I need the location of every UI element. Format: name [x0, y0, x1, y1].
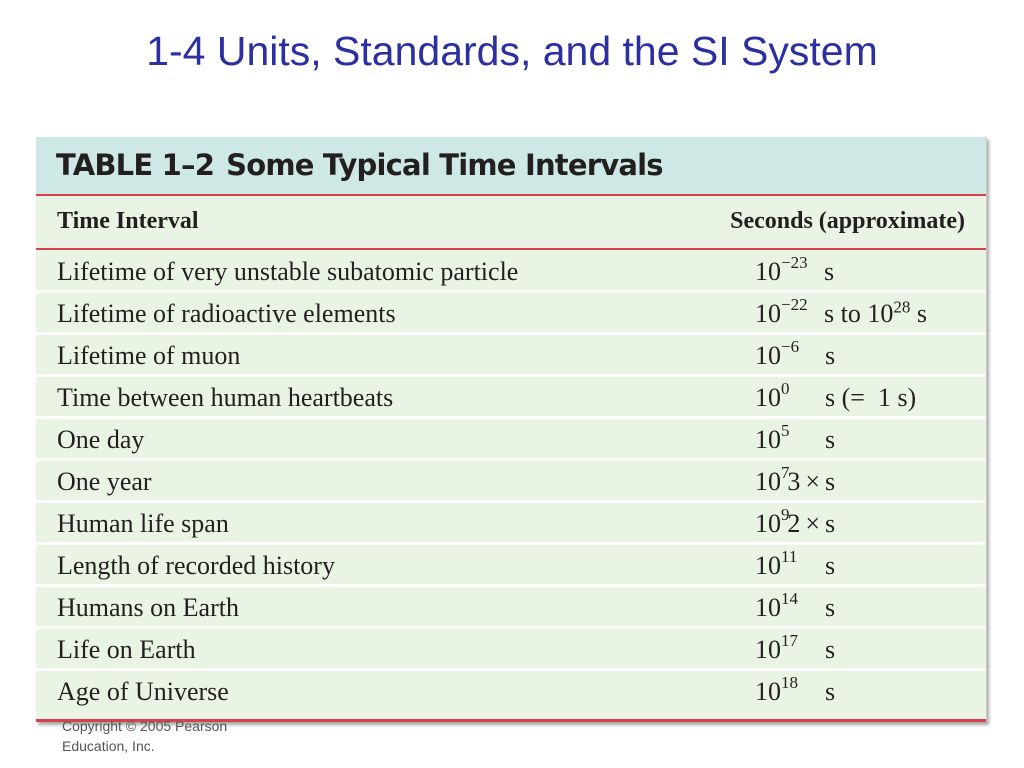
- unit-text: s: [825, 593, 836, 622]
- power-base: 10: [755, 551, 781, 580]
- power-of-ten-cell: [755, 549, 797, 583]
- power-exponent: 5: [781, 421, 790, 441]
- time-interval-cell: Lifetime of radioactive elements: [57, 299, 396, 328]
- unit-cell: [825, 633, 835, 667]
- unit-cell: [825, 339, 835, 373]
- power-of-ten-cell: [755, 255, 808, 289]
- table-caption: [56, 145, 663, 185]
- power-exponent: 17: [781, 631, 798, 651]
- time-interval-cell: Humans on Earth: [57, 593, 239, 622]
- table-row: [36, 377, 986, 419]
- power-exponent: 7: [781, 463, 790, 483]
- time-interval-cell: Length of recorded history: [57, 551, 335, 580]
- unit-text: s to 10: [824, 299, 894, 328]
- power-of-ten-cell: [755, 381, 790, 415]
- power-of-ten-cell: [755, 423, 790, 457]
- power-exponent: 9: [781, 505, 790, 525]
- power-exponent: 0: [781, 379, 790, 399]
- table-row: [36, 629, 986, 671]
- time-interval-cell: Lifetime of muon: [57, 341, 241, 370]
- power-base: 10: [755, 425, 781, 454]
- unit-tail: s: [910, 299, 927, 328]
- power-base: 10: [755, 341, 781, 370]
- header-divider: [36, 248, 986, 250]
- times-symbol: ×: [805, 509, 820, 538]
- time-intervals-table: [36, 137, 987, 722]
- table-caption-band: [36, 137, 986, 194]
- unit-text: s: [825, 425, 836, 454]
- power-of-ten-cell: [755, 507, 790, 541]
- copyright-notice: [62, 716, 302, 756]
- unit-text: s: [824, 257, 835, 286]
- time-interval-cell: Human life span: [57, 509, 229, 538]
- power-base: 10: [755, 383, 781, 412]
- table-row: [36, 335, 986, 377]
- table-row: [36, 419, 986, 461]
- caption-divider: [36, 194, 986, 196]
- time-interval-cell: One day: [57, 425, 145, 454]
- unit-text: s: [825, 551, 836, 580]
- power-of-ten-cell: [755, 465, 790, 499]
- time-interval-cell: Age of Universe: [57, 677, 229, 706]
- table-row: [36, 671, 986, 713]
- table-row: [36, 293, 986, 335]
- unit-text: s: [825, 635, 836, 664]
- unit-cell: [825, 381, 916, 415]
- column-header-interval: Time Interval: [57, 208, 199, 234]
- copyright-line-1: Copyright © 2005 Pearson: [62, 718, 228, 734]
- table-row: [36, 545, 986, 587]
- unit-cell: [825, 591, 835, 625]
- unit-text: s: [825, 677, 836, 706]
- time-interval-cell: Time between human heartbeats: [57, 383, 394, 412]
- power-base: 10: [755, 467, 781, 496]
- unit-text: s (= 1 s): [825, 383, 917, 412]
- coefficient-value: 3: [787, 467, 801, 496]
- power-of-ten-cell: [755, 591, 798, 625]
- power-of-ten-cell: [755, 675, 798, 709]
- unit-cell: [824, 255, 834, 289]
- copyright-line-2: Education, Inc.: [62, 738, 155, 754]
- table-row: [36, 503, 986, 545]
- table-row: [36, 461, 986, 503]
- time-interval-cell: Life on Earth: [57, 635, 196, 664]
- power-exponent: 18: [781, 673, 798, 693]
- coefficient-cell: [787, 465, 825, 499]
- power-exponent: −6: [781, 337, 800, 357]
- unit-cell: [825, 465, 835, 499]
- unit-exponent: 28: [893, 297, 911, 317]
- time-interval-cell: One year: [57, 467, 152, 496]
- unit-text: s: [825, 467, 836, 496]
- slide-title: 1-4 Units, Standards, and the SI System: [146, 28, 878, 74]
- power-of-ten-cell: [755, 633, 798, 667]
- time-interval-cell: Lifetime of very unstable subatomic particle: [57, 257, 519, 286]
- column-header-seconds: Seconds (approximate): [730, 208, 965, 234]
- unit-cell: [825, 507, 835, 541]
- unit-cell: [825, 675, 835, 709]
- table-row: [36, 587, 986, 629]
- power-base: 10: [755, 635, 781, 664]
- power-base: 10: [755, 299, 781, 328]
- table-row: [36, 251, 986, 293]
- unit-cell: [824, 297, 927, 331]
- power-base: 10: [755, 257, 781, 286]
- table-caption-title: Some Typical Time Intervals: [226, 148, 663, 182]
- times-symbol: ×: [805, 467, 820, 496]
- table-caption-number: TABLE 1–2: [56, 148, 215, 182]
- coefficient-cell: [787, 507, 825, 541]
- power-exponent: −23: [781, 253, 808, 273]
- power-base: 10: [755, 509, 781, 538]
- power-exponent: 11: [781, 547, 798, 567]
- unit-text: s: [825, 509, 836, 538]
- power-exponent: 14: [781, 589, 798, 609]
- power-base: 10: [755, 677, 781, 706]
- unit-text: s: [825, 341, 836, 370]
- power-of-ten-cell: [755, 339, 799, 373]
- power-exponent: −22: [781, 295, 808, 315]
- power-base: 10: [755, 593, 781, 622]
- unit-cell: [825, 423, 835, 457]
- power-of-ten-cell: [755, 297, 808, 331]
- unit-cell: [825, 549, 835, 583]
- coefficient-value: 2: [787, 509, 801, 538]
